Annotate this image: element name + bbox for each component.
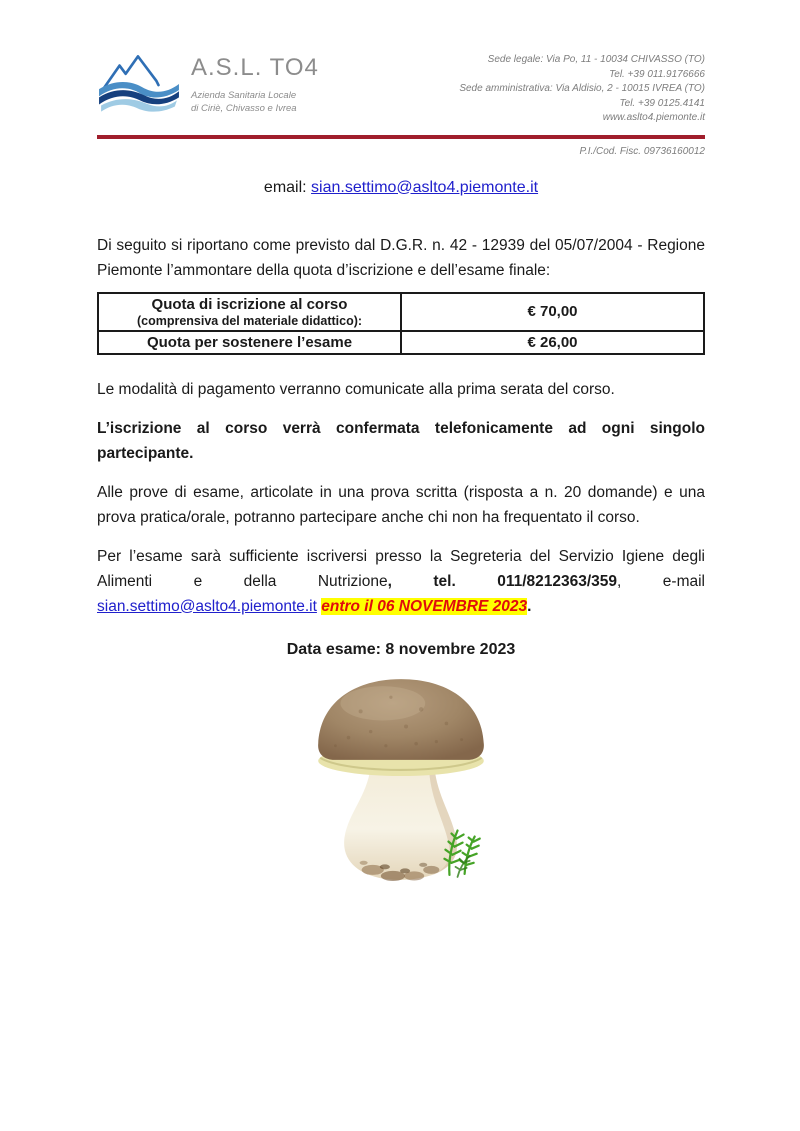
contact-block: [459, 52, 705, 126]
fees-table: [97, 292, 705, 355]
paragraph-registration: Per l’esame sarà sufficiente iscriversi presso la Segreteria del Servizio Igiene degli Alimenti e della Nutrizione, tel. 011/8212363/359, e-mail sian.settimo@aslto4.piemonte.it entro il 06 NOVEMBRE 2023.: [97, 547, 705, 615]
email-link[interactable]: sian.settimo@aslto4.piemonte.it: [97, 597, 317, 615]
fee-label: Quota di iscrizione al corso: [151, 295, 348, 313]
table-row: [98, 293, 704, 331]
email-label: email:: [263, 178, 312, 196]
fee-label: Quota per sostenere l’esame: [146, 333, 353, 351]
table-row: [98, 331, 704, 354]
logo-text: [191, 52, 319, 115]
header-divider-rule: [97, 135, 705, 139]
contact-line: Sede legale: Via Po, 11 - 10034 CHIVASSO (TO): [487, 54, 705, 65]
deadline-highlight: [321, 598, 527, 615]
mountain-waves-icon: [97, 52, 181, 119]
fee-label-note: (comprensiva del materiale didattico):: [136, 313, 363, 328]
fee-value: € 26,00: [401, 331, 704, 354]
contact-line: Tel. +39 0125.4141: [619, 97, 705, 109]
org-title: A.S.L. TO4: [191, 54, 319, 81]
email-link[interactable]: sian.settimo@aslto4.piemonte.it: [311, 178, 539, 196]
exam-date-line: Data esame: 8 novembre 2023: [286, 640, 516, 658]
paragraph-intro: Di seguito si riportano come previsto dal D.G.R. n. 42 - 12939 del 05/07/2004 - Regione Piemonte l’ammontare della quota d’iscrizione e dell’esame finale:: [97, 236, 705, 279]
phone-number: , tel. 011/8212363/359: [387, 572, 618, 590]
paragraph-payment: Le modalità di pagamento verranno comunicate alla prima serata del corso.: [97, 380, 615, 398]
paragraph-confirmation: L’iscrizione al corso verrà confermata telefonicamente ad ogni singolo partecipante.: [97, 419, 705, 462]
fee-value: € 70,00: [401, 293, 704, 331]
org-subtitle: Azienda Sanitaria Locale di Ciriè, Chivasso e Ivrea: [191, 90, 297, 114]
contact-line: Tel. +39 011.9176666: [609, 68, 705, 80]
paragraph-exam-rules: Alle prove di esame, articolate in una prova scritta (risposta a n. 20 domande) e una prova pratica/orale, potranno partecipare anche chi non ha frequentato il corso.: [97, 483, 705, 526]
email-line: [97, 179, 705, 197]
deadline-text: entro il 06 NOVEMBRE 2023: [321, 597, 528, 615]
registration-text: Per l’esame sarà sufficiente iscriversi presso la Segreteria del Servizio Igiene degli Alimenti e della Nutrizione: [97, 547, 705, 590]
letterhead: [97, 52, 705, 126]
contact-line: www.aslto4.piemonte.it: [602, 112, 705, 123]
contact-line: Sede amministrativa: Via Aldisio, 2 - 10015 IVREA (TO): [459, 83, 705, 94]
asl-logo: [97, 52, 319, 119]
mushroom-illustration: [97, 671, 705, 888]
fiscal-code: P.I./Cod. Fisc. 09736160012: [579, 145, 705, 157]
